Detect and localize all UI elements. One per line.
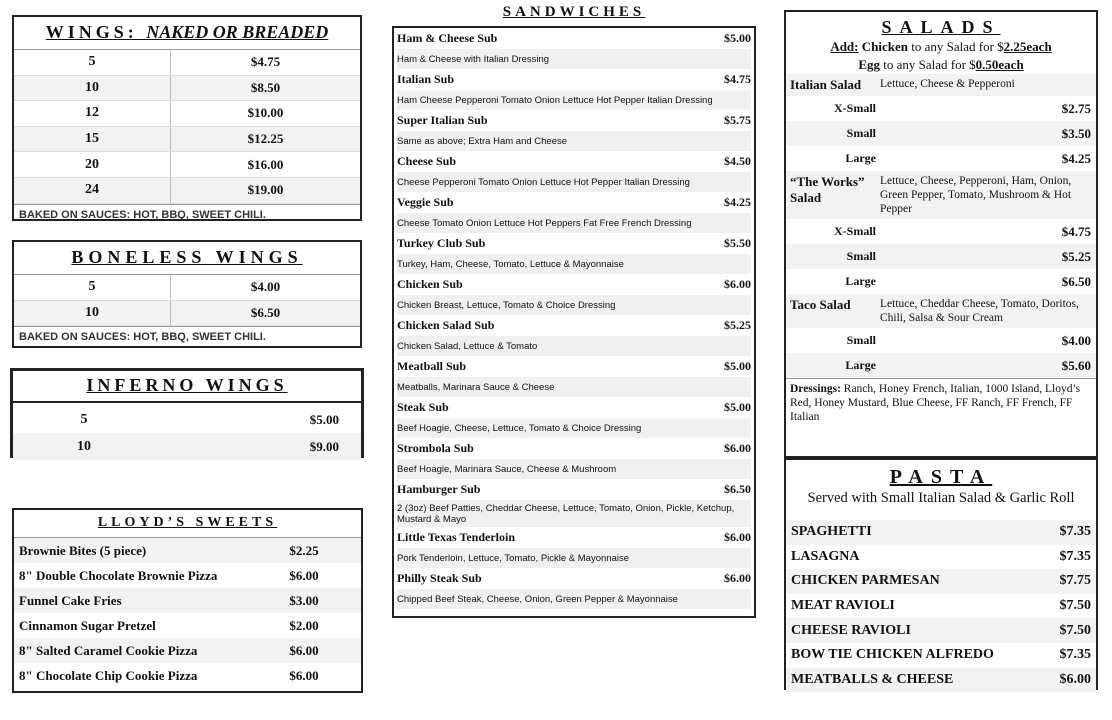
quantity: 24 [14, 177, 171, 203]
sandwich-description: Same as above; Extra Ham and Cheese [397, 131, 751, 151]
salad-item [786, 294, 1096, 378]
item-name: Cinnamon Sugar Pretzel [19, 617, 156, 633]
salad-size-row [786, 244, 1096, 269]
inferno-wings-section [10, 368, 364, 458]
wings-sauces-note: BAKED ON SAUCES: HOT, BBQ, SWEET CHILI. [14, 204, 360, 223]
sandwich-price: $5.75 [724, 113, 751, 127]
sandwich-item [394, 397, 754, 438]
quantity: 5 [80, 411, 88, 427]
quantity: 20 [14, 152, 171, 178]
sandwich-item [394, 192, 754, 233]
sandwich-description: Pork Tenderloin, Lettuce, Tomato, Pickle & Mayonnaise [397, 548, 751, 568]
sandwich-price: $5.50 [724, 236, 751, 250]
pasta-title: PASTA [889, 466, 993, 488]
item-name: Brownie Bites (5 piece) [19, 542, 147, 558]
sandwich-name: Hamburger Sub [397, 482, 481, 496]
wings-section [12, 15, 362, 221]
item-price: $2.25 [289, 542, 319, 558]
sandwich-item [394, 274, 754, 315]
quantity: 10 [14, 300, 171, 326]
wings-price-table [14, 49, 360, 204]
sandwich-name: Super Italian Sub [397, 113, 488, 127]
salad-size-row [786, 121, 1096, 146]
sandwich-item [394, 479, 754, 527]
sandwich-description: Chicken Breast, Lettuce, Tomato & Choice Dressing [397, 295, 751, 315]
sandwich-price: $6.00 [724, 571, 751, 585]
sandwich-item [394, 356, 754, 397]
salad-size-row [786, 219, 1096, 244]
sandwich-item [394, 28, 754, 69]
item-price: $3.00 [289, 592, 319, 608]
pasta-price: $7.35 [1059, 647, 1091, 663]
spacer [344, 538, 361, 563]
salad-name: “The Works” Salad [790, 174, 865, 205]
size-price: $5.60 [1061, 357, 1091, 373]
sandwich-price: $4.75 [724, 72, 751, 86]
sandwich-price: $6.00 [724, 530, 751, 544]
salad-description: Lettuce, Cheddar Cheese, Tomato, Doritos, Chili, Salsa & Sour Cream [880, 298, 1079, 324]
size-price: $2.75 [1061, 100, 1091, 116]
sweet-item [14, 613, 361, 638]
sandwich-header [397, 397, 751, 418]
sandwich-header [397, 151, 751, 172]
item-name: 8" Chocolate Chip Cookie Pizza [19, 667, 198, 683]
salad-description: Lettuce, Cheese, Pepperoni, Ham, Onion, Green Pepper, Tomato, Mushroom & Hot Pepper [880, 175, 1072, 215]
spacer [344, 563, 361, 588]
size-price: $4.75 [1061, 223, 1091, 239]
sandwich-name: Ham & Cheese Sub [397, 31, 498, 45]
addon-chicken: Add: Chicken to any Salad for $2.25each [830, 39, 1052, 54]
salads-section [784, 10, 1098, 458]
salad-description: Lettuce, Cheese & Pepperoni [880, 78, 1015, 90]
pasta-item [786, 643, 1096, 668]
sandwich-header [397, 568, 751, 589]
salad-item [786, 171, 1096, 294]
wings-row [14, 152, 360, 178]
sandwich-name: Meatball Sub [397, 359, 467, 373]
pasta-name: LASAGNA [791, 548, 860, 564]
pasta-item [786, 545, 1096, 570]
pasta-name: MEATBALLS & CHEESE [791, 671, 954, 687]
sandwich-header [397, 28, 751, 49]
sandwich-description: Chicken Salad, Lettuce & Tomato [397, 336, 751, 356]
pasta-name: MEAT RAVIOLI [791, 598, 895, 614]
sandwich-header [397, 479, 751, 500]
pasta-item [786, 520, 1096, 545]
sandwich-description: 2 (3oz) Beef Patties, Cheddar Cheese, Lettuce, Tomato, Onion, Pickle, Ketchup, Mustard & Mayo [397, 500, 751, 527]
salad-size-row [786, 96, 1096, 121]
price: $9.00 [309, 438, 339, 454]
pasta-item [786, 569, 1096, 594]
size-label: Large [845, 358, 876, 372]
wings-row [14, 126, 360, 152]
sandwich-item [394, 315, 754, 356]
inferno-wings-title: INFERNO WINGS [13, 371, 361, 403]
item-price: $6.00 [289, 667, 319, 683]
sandwich-price: $6.00 [724, 277, 751, 291]
pasta-price: $7.35 [1059, 524, 1091, 540]
salad-size-row [786, 353, 1096, 378]
sandwich-description: Meatballs, Marinara Sauce & Cheese [397, 377, 751, 397]
sandwich-header [397, 110, 751, 131]
sandwich-name: Chicken Salad Sub [397, 318, 495, 332]
sandwich-header [397, 438, 751, 459]
quantity: 5 [14, 50, 171, 76]
pasta-price: $7.35 [1059, 548, 1091, 564]
sweet-item [14, 538, 361, 563]
price: $8.50 [171, 75, 361, 101]
sandwich-name: Philly Steak Sub [397, 571, 482, 585]
price: $6.50 [171, 300, 361, 326]
sandwich-name: Strombola Sub [397, 441, 474, 455]
sandwich-description: Ham & Cheese with Italian Dressing [397, 49, 751, 69]
wings-row [14, 75, 360, 101]
salad-size-row [786, 146, 1096, 171]
wings-row [14, 101, 360, 127]
item-name: Funnel Cake Fries [19, 592, 122, 608]
sandwich-price: $5.25 [724, 318, 751, 332]
sandwich-price: $5.00 [724, 359, 751, 373]
price: $19.00 [171, 177, 361, 203]
price: $4.00 [171, 275, 361, 301]
sweets-title: LLOYD’S SWEETS [14, 510, 361, 538]
salad-item [786, 74, 1096, 171]
salad-name: Italian Salad [790, 77, 862, 92]
spacer [344, 588, 361, 613]
dressings-note: Dressings: Ranch, Honey French, Italian, 1000 Island, Lloyd’s Red, Honey Mustard, Blue Cheese, FF Ranch, FF French, FF Italian [786, 378, 1096, 427]
salad-size-row [786, 269, 1096, 294]
sandwich-price: $4.25 [724, 195, 751, 209]
size-label: Small [846, 126, 876, 140]
sandwiches-title: SANDWICHES [502, 4, 646, 20]
price: $10.00 [171, 101, 361, 127]
size-label: Large [845, 274, 876, 288]
sandwich-description: Cheese Tomato Onion Lettuce Hot Peppers Fat Free French Dressing [397, 213, 751, 233]
sandwich-name: Turkey Club Sub [397, 236, 486, 250]
salad-header [786, 74, 1096, 96]
sweet-item [14, 563, 361, 588]
salad-name: Taco Salad [790, 297, 851, 312]
size-label: X-Small [834, 224, 876, 238]
sandwich-price: $5.00 [724, 31, 751, 45]
sandwich-name: Italian Sub [397, 72, 455, 86]
sandwich-item [394, 438, 754, 479]
sandwich-name: Little Texas Tenderloin [397, 530, 516, 544]
sandwich-header [397, 527, 751, 548]
sandwich-description: Beef Hoagie, Cheese, Lettuce, Tomato & Choice Dressing [397, 418, 751, 438]
sweets-table [14, 538, 361, 688]
item-name: 8" Double Chocolate Brownie Pizza [19, 567, 218, 583]
sandwich-price: $5.00 [724, 400, 751, 414]
price: $4.75 [171, 50, 361, 76]
sandwich-description: Turkey, Ham, Cheese, Tomato, Lettuce & Mayonnaise [397, 254, 751, 274]
sandwich-item [394, 69, 754, 110]
item-price: $6.00 [289, 567, 319, 583]
quantity: 10 [77, 438, 91, 454]
size-label: Large [845, 151, 876, 165]
quantity: 15 [14, 126, 171, 152]
wings-title: WINGS: NAKED OR BREADED [45, 22, 329, 42]
sandwich-header [397, 192, 751, 213]
inferno-price-table [13, 406, 361, 460]
salad-header [786, 294, 1096, 328]
size-label: Small [846, 249, 876, 263]
pasta-price: $7.75 [1059, 573, 1091, 589]
sandwich-price: $6.00 [724, 441, 751, 455]
boneless-wings-section [12, 240, 362, 348]
sandwich-header [397, 69, 751, 90]
sandwich-price: $6.50 [724, 482, 751, 496]
spacer [344, 613, 361, 638]
sandwich-header [397, 315, 751, 336]
sandwich-header [397, 233, 751, 254]
inferno-row [13, 433, 361, 460]
pasta-price: $6.00 [1059, 671, 1091, 687]
size-price: $3.50 [1061, 125, 1091, 141]
pasta-name: BOW TIE CHICKEN ALFREDO [791, 647, 994, 663]
pasta-subtitle: Served with Small Italian Salad & Garlic Roll [807, 490, 1075, 506]
spacer [344, 638, 361, 663]
price: $16.00 [171, 152, 361, 178]
salads-title: SALADS [881, 17, 1001, 37]
pasta-price: $7.50 [1059, 598, 1091, 614]
salad-addons [786, 38, 1096, 74]
sandwich-item [394, 110, 754, 151]
quantity: 5 [14, 275, 171, 301]
pasta-price: $7.50 [1059, 622, 1091, 638]
spacer [344, 663, 361, 688]
sweet-item [14, 638, 361, 663]
boneless-row [14, 300, 360, 326]
sandwich-item [394, 568, 754, 609]
size-price: $4.00 [1061, 332, 1091, 348]
sandwich-item [394, 527, 754, 568]
quantity: 10 [14, 75, 171, 101]
sandwich-description: Cheese Pepperoni Tomato Onion Lettuce Hot Pepper Italian Dressing [397, 172, 751, 192]
price: $5.00 [309, 411, 339, 427]
sandwich-description: Beef Hoagie, Marinara Sauce, Cheese & Mushroom [397, 459, 751, 479]
boneless-price-table [14, 274, 360, 326]
pasta-item [786, 618, 1096, 643]
sandwiches-section [392, 26, 756, 618]
sandwich-name: Veggie Sub [397, 195, 454, 209]
sandwich-description: Chipped Beef Steak, Cheese, Onion, Green Pepper & Mayonnaise [397, 589, 751, 609]
sandwich-description: Ham Cheese Pepperoni Tomato Onion Lettuce Hot Pepper Italian Dressing [397, 90, 751, 110]
item-price: $2.00 [289, 617, 319, 633]
price: $12.25 [171, 126, 361, 152]
sandwich-name: Steak Sub [397, 400, 449, 414]
sandwich-header [397, 356, 751, 377]
size-label: Small [846, 333, 876, 347]
sandwich-price: $4.50 [724, 154, 751, 168]
sandwich-name: Chicken Sub [397, 277, 463, 291]
wings-row [14, 50, 360, 76]
addon-egg: Egg to any Salad for $0.50each [858, 57, 1024, 72]
sweet-item [14, 663, 361, 688]
sweet-item [14, 588, 361, 613]
boneless-sauces-note: BAKED ON SAUCES: HOT, BBQ, SWEET CHILI. [14, 326, 360, 345]
pasta-name: CHEESE RAVIOLI [791, 622, 911, 638]
sweets-section [12, 508, 363, 693]
pasta-item [786, 594, 1096, 619]
size-price: $4.25 [1061, 150, 1091, 166]
boneless-wings-title: BONELESS WINGS [71, 247, 303, 267]
item-price: $6.00 [289, 642, 319, 658]
inferno-row [13, 406, 361, 433]
size-price: $6.50 [1061, 273, 1091, 289]
sandwich-name: Cheese Sub [397, 154, 457, 168]
item-name: 8" Salted Caramel Cookie Pizza [19, 642, 198, 658]
pasta-section [784, 458, 1098, 690]
size-label: X-Small [834, 101, 876, 115]
sandwich-header [397, 274, 751, 295]
wings-row [14, 177, 360, 203]
pasta-name: CHICKEN PARMESAN [791, 573, 940, 589]
pasta-name: SPAGHETTI [791, 524, 872, 540]
size-price: $5.25 [1061, 248, 1091, 264]
salad-header [786, 171, 1096, 219]
sandwich-item [394, 151, 754, 192]
boneless-row [14, 275, 360, 301]
pasta-item [786, 668, 1096, 693]
quantity: 12 [14, 101, 171, 127]
sandwich-item [394, 233, 754, 274]
salad-size-row [786, 328, 1096, 353]
